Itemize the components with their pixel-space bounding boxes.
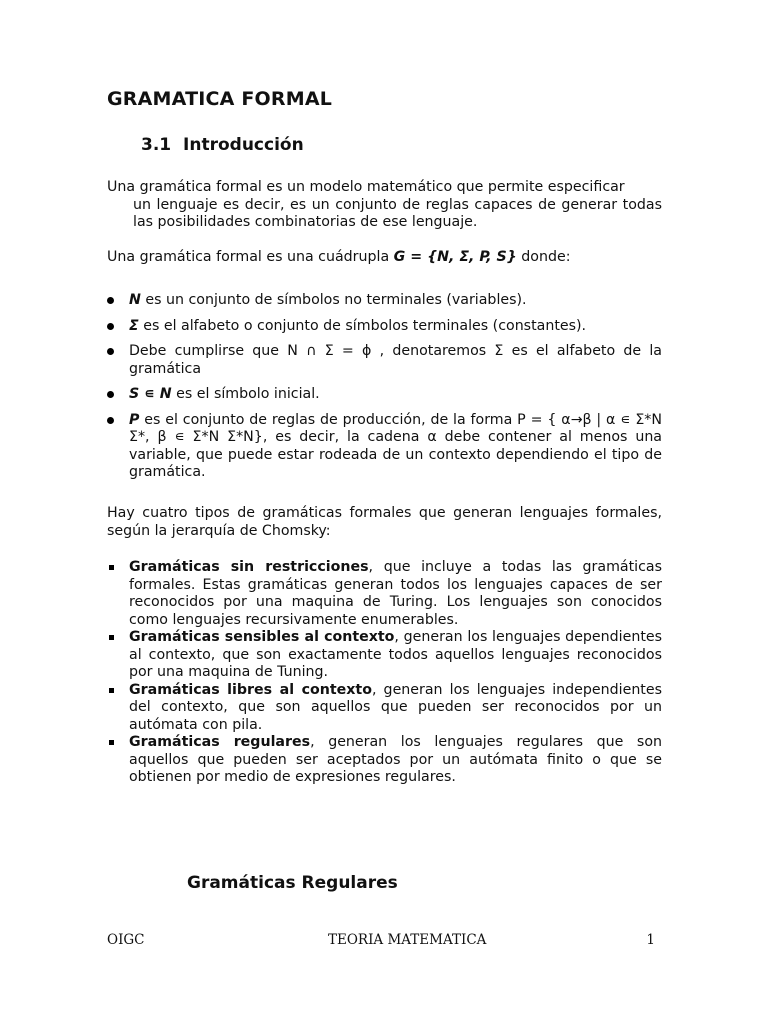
grammar-type-text: , generan los lenguajes regulares que son aquellos que pueden ser aceptados por un autómata finito o que se obtienen por medio de expresiones regulares. bbox=[129, 734, 662, 785]
grammar-type-name: Gramáticas regulares bbox=[129, 734, 311, 750]
grammar-types-list bbox=[107, 559, 662, 787]
grammar-type-item bbox=[107, 559, 662, 629]
component-symbol: N bbox=[129, 292, 141, 308]
intro-first-line: Una gramática formal es un modelo matemático que permite especificar bbox=[107, 179, 625, 195]
intro-continuation: un lenguaje es decir, es un conjunto de reglas capaces de generar todas las posibilidades combinatorias de ese lenguaje. bbox=[133, 196, 662, 230]
grammar-type-text: , generan los lenguajes dependientes al contexto, que son exactamente todos aquellos lenguajes reconocidos por una maquina de Tuning. bbox=[129, 629, 662, 680]
document-title: GRAMATICA FORMAL bbox=[107, 88, 333, 110]
grammar-type-item bbox=[107, 682, 662, 735]
component-text: es el conjunto de reglas de producción, de la forma P = { α→β | α ∊ Σ*N Σ*, β ∊ Σ*N Σ*N}, es decir, la cadena α debe contener al menos una variable, que puede estar rodeada de un contexto dependiendo el tipo de gramática. bbox=[129, 411, 662, 480]
grammar-type-name: Gramáticas sensibles al contexto bbox=[129, 629, 395, 645]
component-item bbox=[107, 343, 662, 378]
grammar-type-name: Gramáticas sin restricciones bbox=[129, 559, 369, 575]
component-text: Debe cumplirse que N ∩ Σ = ϕ , denotaremos Σ es el alfabeto de la gramática bbox=[129, 343, 662, 377]
grammar-type-item bbox=[107, 734, 662, 787]
component-item bbox=[107, 318, 662, 336]
section-heading bbox=[141, 135, 304, 155]
section-number: 3.1 bbox=[141, 135, 172, 155]
component-item bbox=[107, 386, 662, 404]
footer-center: TEORIA MATEMATICA bbox=[328, 932, 487, 948]
subsection-heading: Gramáticas Regulares bbox=[187, 873, 398, 893]
definition-paragraph bbox=[107, 249, 667, 267]
component-item bbox=[107, 412, 662, 482]
component-item bbox=[107, 292, 662, 310]
page-footer bbox=[107, 932, 655, 950]
definition-suffix: donde: bbox=[516, 249, 571, 265]
component-symbol: S ∊ N bbox=[129, 386, 172, 402]
component-text: es el alfabeto o conjunto de símbolos terminales (constantes). bbox=[138, 317, 587, 334]
component-symbol: P bbox=[129, 411, 140, 428]
definition-prefix: Una gramática formal es una cuádrupla bbox=[107, 249, 394, 265]
grammar-type-item bbox=[107, 629, 662, 682]
chomsky-paragraph: Hay cuatro tipos de gramáticas formales que generan lenguajes formales, según la jerarquía de Chomsky: bbox=[107, 505, 662, 539]
definition-tuple: G = {N, Σ, P, S} bbox=[393, 249, 517, 265]
component-symbol: Σ bbox=[129, 317, 139, 334]
component-text: es un conjunto de símbolos no terminales (variables). bbox=[140, 292, 527, 308]
grammar-type-text: , que incluye a todas las gramáticas formales. Estas gramáticas generan todos los lenguajes capaces de ser reconocidos por una maquina de Turing. Los lenguajes son conocidos como lenguajes recursivamente enumerables. bbox=[129, 559, 662, 628]
component-text: es el símbolo inicial. bbox=[171, 386, 320, 402]
intro-paragraph bbox=[107, 179, 662, 232]
grammar-type-name: Gramáticas libres al contexto bbox=[129, 681, 372, 698]
components-list bbox=[107, 292, 662, 490]
page-number: 1 bbox=[646, 932, 655, 948]
section-title: Introducción bbox=[183, 135, 304, 155]
footer-left: OIGC bbox=[107, 932, 145, 948]
grammar-type-text: , generan los lenguajes independientes del contexto, que son aquellos que pueden ser reconocidos por un autómata con pila. bbox=[129, 681, 662, 733]
